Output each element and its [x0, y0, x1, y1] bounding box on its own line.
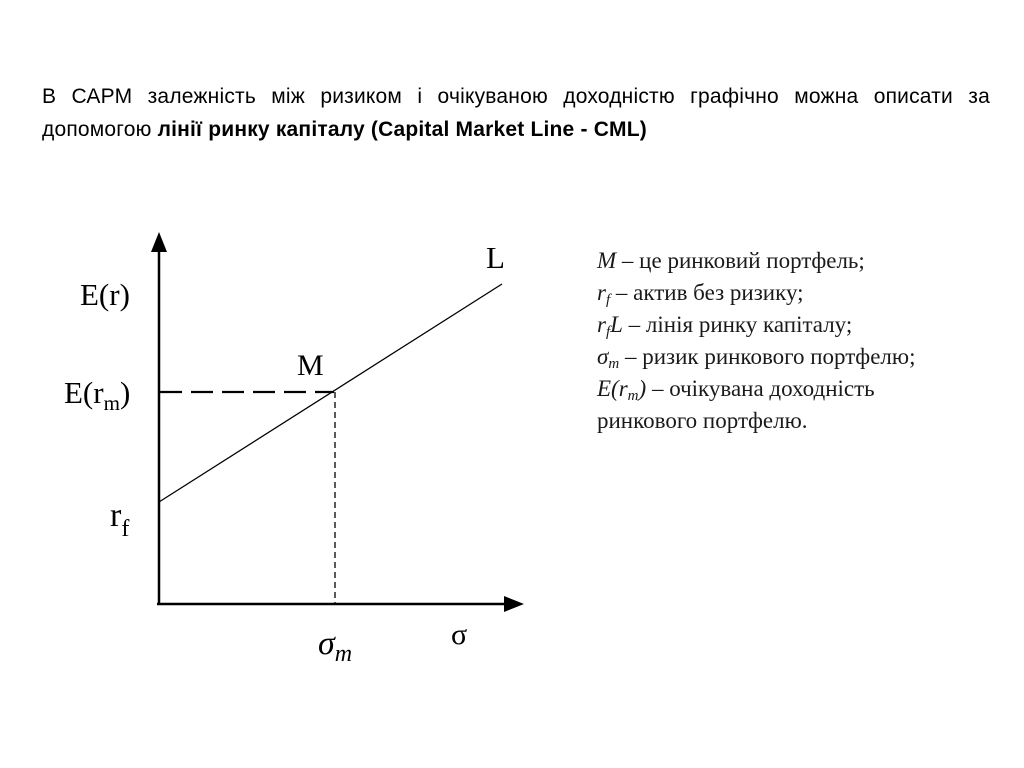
legend-continuation: ринкового портфелю. — [597, 408, 808, 433]
x-axis-label-sigma: σ — [451, 618, 468, 651]
legend-item: $r_f$ – актив без ризику; — [597, 280, 804, 308]
intro-bold-term: лінії ринку капіталу (Capital Market Line - CML) — [157, 118, 647, 141]
y-axis-label-erm: $E(r_m)$ — [64, 375, 131, 415]
legend — [597, 245, 915, 437]
x-axis-arrow — [504, 596, 524, 612]
line-label-l: L — [486, 240, 505, 275]
intro-text: В САРМ залежність між ризиком і очікуваною доходністю графічно можна описати за допомогою — [42, 85, 990, 141]
legend-item: M – це ринковий портфель; — [597, 248, 865, 273]
y-axis-label-rf: $r_f$ — [110, 497, 130, 542]
legend-item: $E(r_m)$ – очікувана доходність — [597, 376, 875, 404]
legend-item: $r_fL$ – лінія ринку капіталу; — [597, 312, 853, 340]
legend-item: $\sigma_m$ – ризик ринкового портфелю; — [597, 344, 916, 372]
y-axis-arrow — [151, 232, 167, 252]
y-axis-label-er: E(r) — [80, 277, 130, 312]
x-axis-label-sigma-m: $\sigma_m$ — [318, 625, 353, 667]
point-label-m: M — [297, 349, 324, 382]
